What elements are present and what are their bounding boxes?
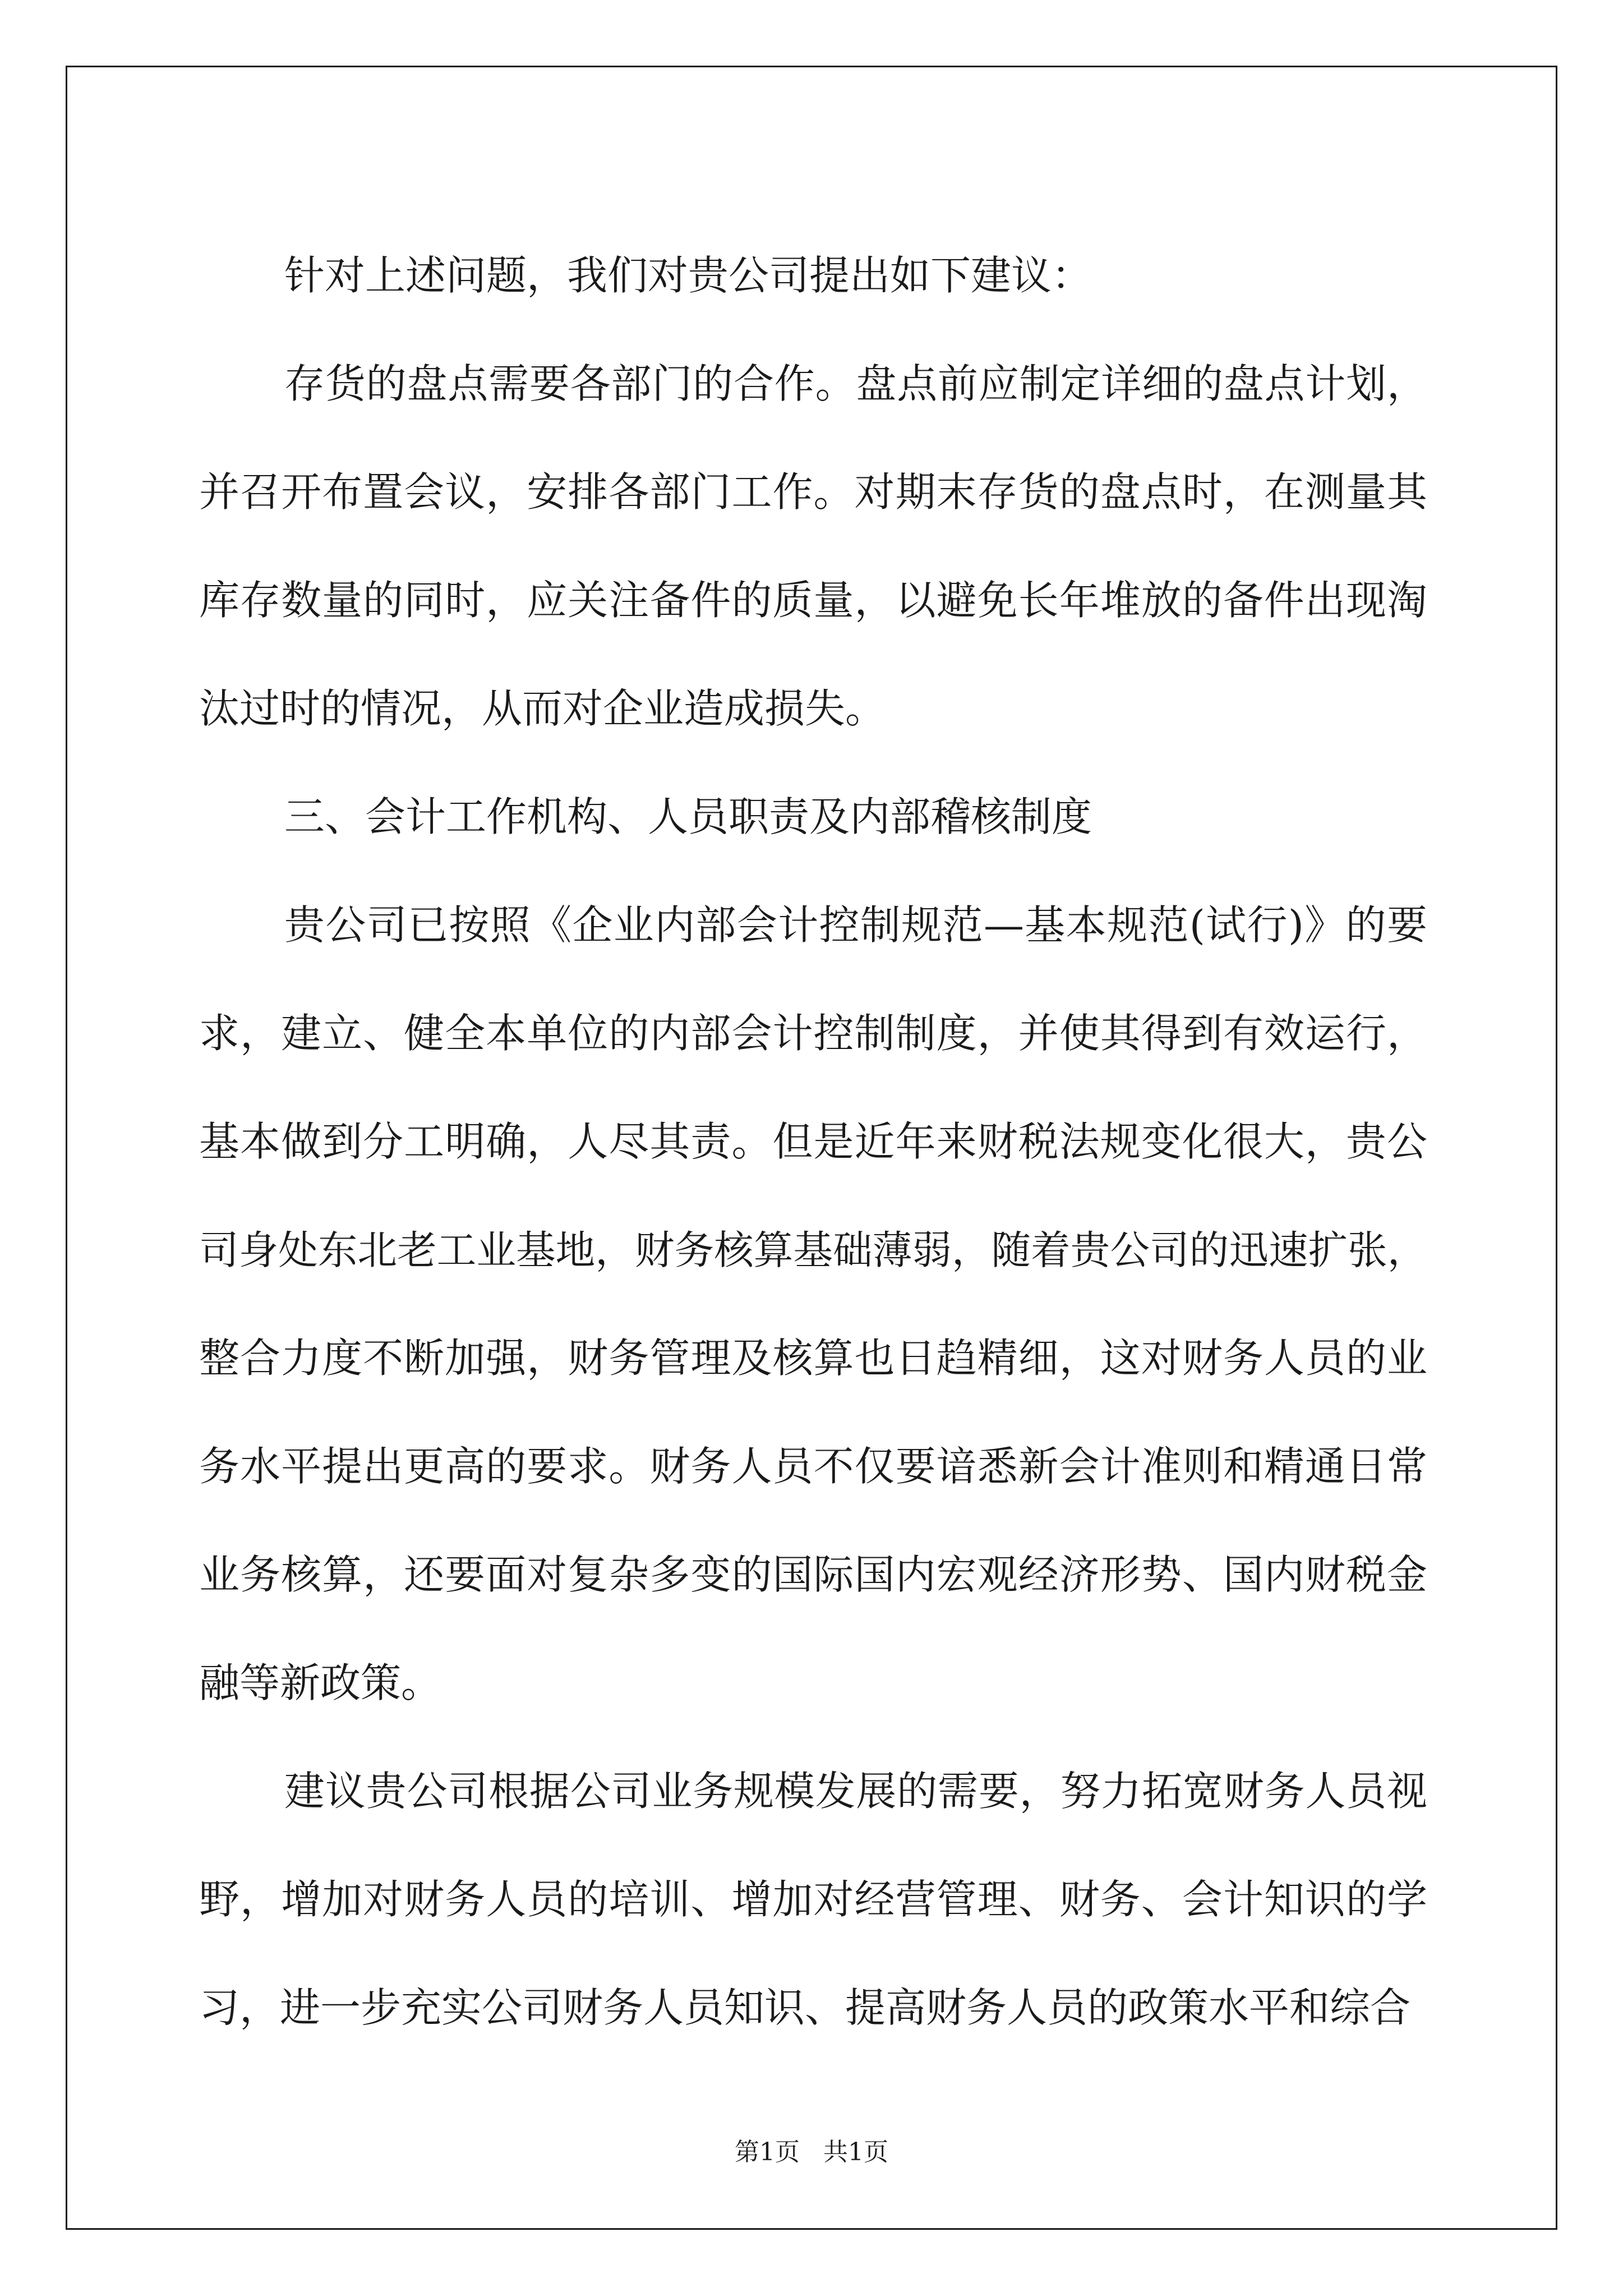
page-number: 第1页 <box>735 2138 800 2166</box>
text-line: 务水平提出更高的要求。财务人员不仅要谙悉新会计准则和精通日常 <box>199 1443 1428 1490</box>
text-line: 存货的盘点需要各部门的合作。盘点前应制定详细的盘点计划， <box>284 360 1428 407</box>
text-line: 三、会计工作机构、人员职责及内部稽核制度 <box>284 793 1092 840</box>
document-body <box>199 222 1427 2062</box>
text-line: 习，进一步充实公司财务人员知识、提高财务人员的政策水平和综合 <box>199 1984 1411 2031</box>
text-line: 并召开布置会议，安排各部门工作。对期末存货的盘点时，在测量其 <box>199 468 1428 516</box>
paragraph-5 <box>199 1737 1427 2062</box>
text-line: 针对上述问题，我们对贵公司提出如下建议： <box>284 252 1092 299</box>
text-line: 基本做到分工明确，人尽其责。但是近年来财税法规变化很大，贵公 <box>199 1118 1428 1165</box>
paragraph-4 <box>199 871 1427 1737</box>
text-line: 求，建立、健全本单位的内部会计控制制度，并使其得到有效运行， <box>199 1010 1428 1057</box>
text-line: 融等新政策。 <box>199 1659 442 1706</box>
text-line: 贵公司已按照《企业内部会计控制规范—基本规范(试行)》的要 <box>284 901 1428 949</box>
text-line: 库存数量的同时，应关注备件的质量，以避免长年堆放的备件出现淘 <box>199 577 1428 624</box>
page-footer <box>0 2132 1623 2168</box>
text-line: 建议贵公司根据公司业务规模发展的需要，努力拓宽财务人员视 <box>284 1768 1428 1815</box>
section-heading <box>199 763 1427 871</box>
page-total: 共1页 <box>823 2138 888 2166</box>
text-line: 野，增加对财务人员的培训、增加对经营管理、财务、会计知识的学 <box>199 1876 1428 1923</box>
paragraph-2 <box>199 330 1427 763</box>
text-line: 汰过时的情况，从而对企业造成损失。 <box>199 685 886 732</box>
text-line: 整合力度不断加强，财务管理及核算也日趋精细，这对财务人员的业 <box>199 1335 1428 1382</box>
text-line: 业务核算，还要面对复杂多变的国际国内宏观经济形势、国内财税金 <box>199 1551 1428 1598</box>
paragraph-1 <box>199 222 1427 330</box>
text-line: 司身处东北老工业基地，财务核算基础薄弱，随着贵公司的迅速扩张， <box>199 1227 1427 1273</box>
